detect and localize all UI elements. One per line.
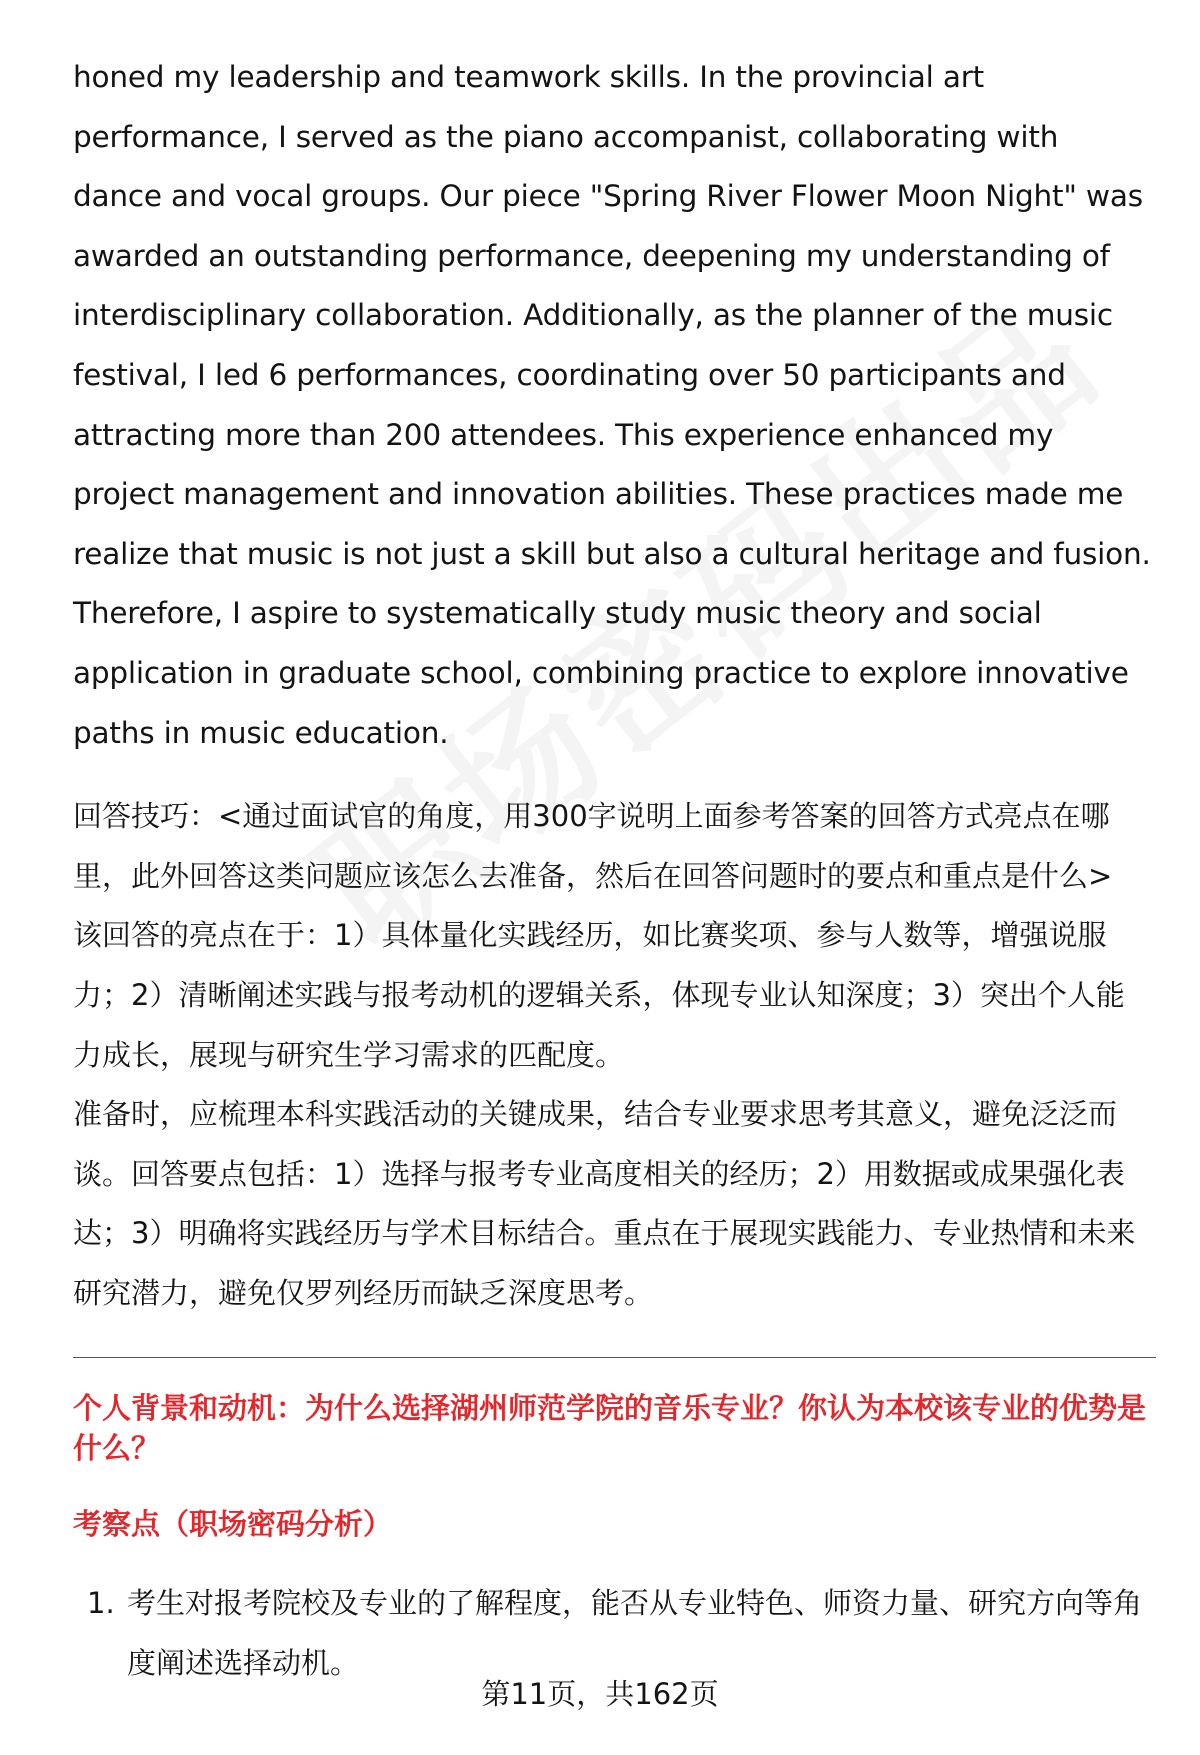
tips-prompt: 回答技巧：<通过面试官的角度，用300字说明上面参考答案的回答方式亮点在哪里，此外回答这类问题应该怎么去准备，然后在回答问题时的要点和重点是什么> — [73, 799, 1113, 893]
page-number: 第11页，共162页 — [481, 1677, 719, 1711]
list-item-text: 考生对报考院校及专业的了解程度，能否从专业特色、师资力量、研究方向等角度阐述选择动机。 — [127, 1586, 1143, 1681]
exam-points-heading: 考察点（职场密码分析） — [73, 1507, 393, 1542]
tips-highlights: 该回答的亮点在于：1）具体量化实践经历，如比赛奖项、参与人数等，增强说服力；2）清晰阐述实践与报考动机的逻辑关系，体现专业认知深度；3）突出个人能力成长，展现与研究生学习需求的匹配度。 — [73, 918, 1125, 1072]
tips-preparation: 准备时，应梳理本科实践活动的关键成果，结合专业要求思考其意义，避免泛泛而谈。回答要点包括：1）选择与报考专业高度相关的经历；2）用数据或成果强化表达；3）明确将实践经历与学术目标结合。重点在于展现实践能力、专业热情和未来研究潜力，避免仅罗列经历而缺乏深度思考。 — [73, 1097, 1136, 1310]
section-divider — [73, 1357, 1156, 1358]
list-item-number: 1. — [87, 1586, 115, 1621]
english-paragraph: honed my leadership and teamwork skills. In the provincial art performance, I served as the piano accompanist, collaborating with dance and vocal groups. Our piece "Spring River Flower Moon Night" was awarded an outstanding performance, deepening my understanding of interdisciplinary collaboration. Additionally, as the planner of the music festival, I led 6 performances, coordinating over 50 participants and attracting more than 200 attendees. This experience enhanced my project management and innovation abilities. These practices made me realize that music is not just a skill but also a cultural heritage and fusion. Therefore, I aspire to systematically study music theory and social application in graduate school, combining practice to explore innovative paths in music education. — [73, 60, 1151, 750]
answer-tips — [73, 787, 1153, 1323]
document-body — [73, 48, 1153, 1694]
question-heading: 个人背景和动机：为什么选择湖州师范学院的音乐专业？你认为本校该专业的优势是什么？ — [73, 1391, 1147, 1466]
